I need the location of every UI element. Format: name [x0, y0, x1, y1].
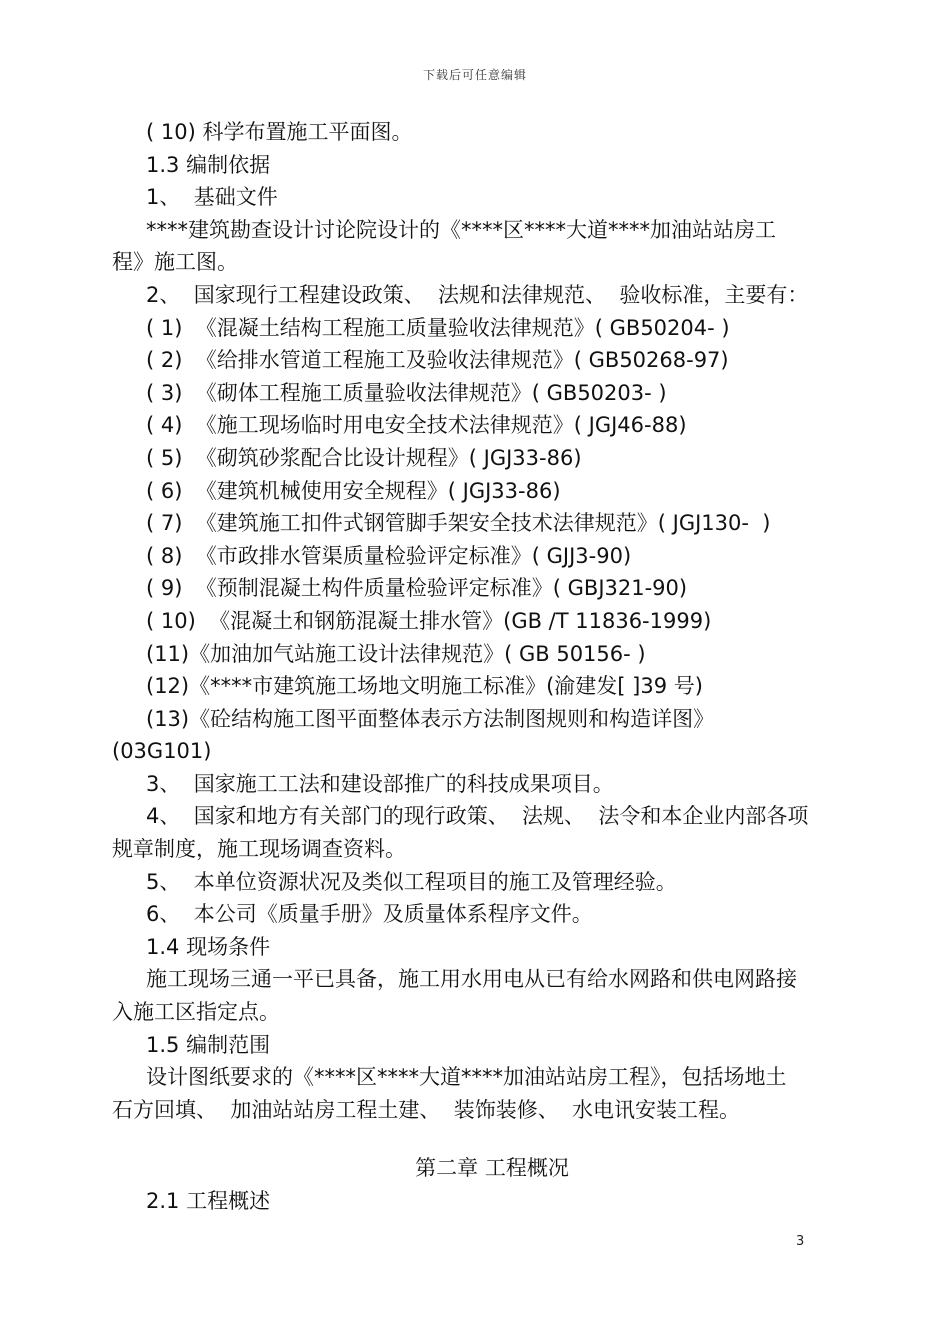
text-line: 4、 国家和地方有关部门的现行政策、 法规、 法令和本企业内部各项	[146, 804, 809, 829]
text-line: 石方回填、 加油站站房工程土建、 装饰装修、 水电讯安装工程。	[112, 1097, 741, 1122]
text-line: 1.4 现场条件	[146, 934, 271, 959]
text-line: ( 10) 《混凝土和钢筋混凝土排水管》(GB /T 11836-1999)	[146, 608, 712, 633]
text-line: ( 10) 科学布置施工平面图。	[146, 120, 413, 144]
text-line: 5、 本单位资源状况及类似工程项目的施工及管理经验。	[146, 869, 677, 894]
text-line: (13)《砼结构施工图平面整体表示方法制图规则和构造详图》	[146, 706, 715, 731]
text-line: (12)《****市建筑施工场地文明施工标准》(渝建发[ ]39 号)	[146, 674, 703, 699]
chapter-title: 第二章 工程概况	[415, 1156, 569, 1181]
section-heading: 2.1 工程概述	[146, 1189, 271, 1213]
text-line: 施工现场三通一平已具备，施工用水用电从已有给水网路和供电网路接	[146, 967, 797, 992]
text-line: 入施工区指定点。	[112, 1000, 280, 1025]
paragraph-lines	[112, 116, 872, 1126]
text-line: ( 8) 《市政排水管渠质量检验评定标准》( GJJ3-90)	[146, 543, 632, 568]
text-line: 规章制度，施工现场调查资料。	[112, 837, 406, 862]
text-line: ( 1) 《混凝土结构工程施工质量验收法律规范》( GB50204- )	[146, 315, 730, 340]
page-number: 3	[796, 1234, 805, 1249]
text-line: ****建筑勘查设计讨论院设计的《****区****大道****加油站站房工	[146, 217, 776, 242]
text-line: 设计图纸要求的《****区****大道****加油站站房工程》，包括场地土	[146, 1065, 787, 1090]
text-line: ( 4) 《施工现场临时用电安全技术法律规范》( JGJ46-88)	[146, 413, 687, 438]
text-line: 6、 本公司《质量手册》及质量体系程序文件。	[146, 902, 593, 927]
text-line: 程》施工图。	[112, 250, 238, 275]
body-text	[112, 116, 872, 1218]
text-line: 2、 国家现行工程建设政策、 法规和法律规范、 验收标准，主要有：	[146, 282, 809, 307]
text-line: ( 7) 《建筑施工扣件式钢管脚手架安全技术法律规范》( JGJ130- )	[146, 511, 771, 536]
text-line: 1、 基础文件	[146, 185, 278, 210]
text-line: ( 5) 《砌筑砂浆配合比设计规程》( JGJ33-86)	[146, 445, 582, 470]
text-line: 1.3 编制依据	[146, 152, 271, 177]
page-header: 下载后可任意编辑	[422, 68, 527, 82]
text-line: (03G101)	[112, 739, 212, 764]
text-line: ( 3) 《砌体工程施工质量验收法律规范》( GB50203- )	[146, 380, 667, 405]
text-line: ( 2) 《给排水管道工程施工及验收法律规范》( GB50268-97)	[146, 348, 729, 373]
text-line: 1.5 编制范围	[146, 1032, 271, 1057]
text-line: ( 6) 《建筑机械使用安全规程》( JGJ33-86)	[146, 478, 561, 503]
text-line: 3、 国家施工工法和建设部推广的科技成果项目。	[146, 771, 614, 796]
text-line: (11)《加油加气站施工设计法律规范》( GB 50156- )	[146, 641, 646, 666]
text-line: ( 9) 《预制混凝土构件质量检验评定标准》( GBJ321-90)	[146, 576, 688, 601]
